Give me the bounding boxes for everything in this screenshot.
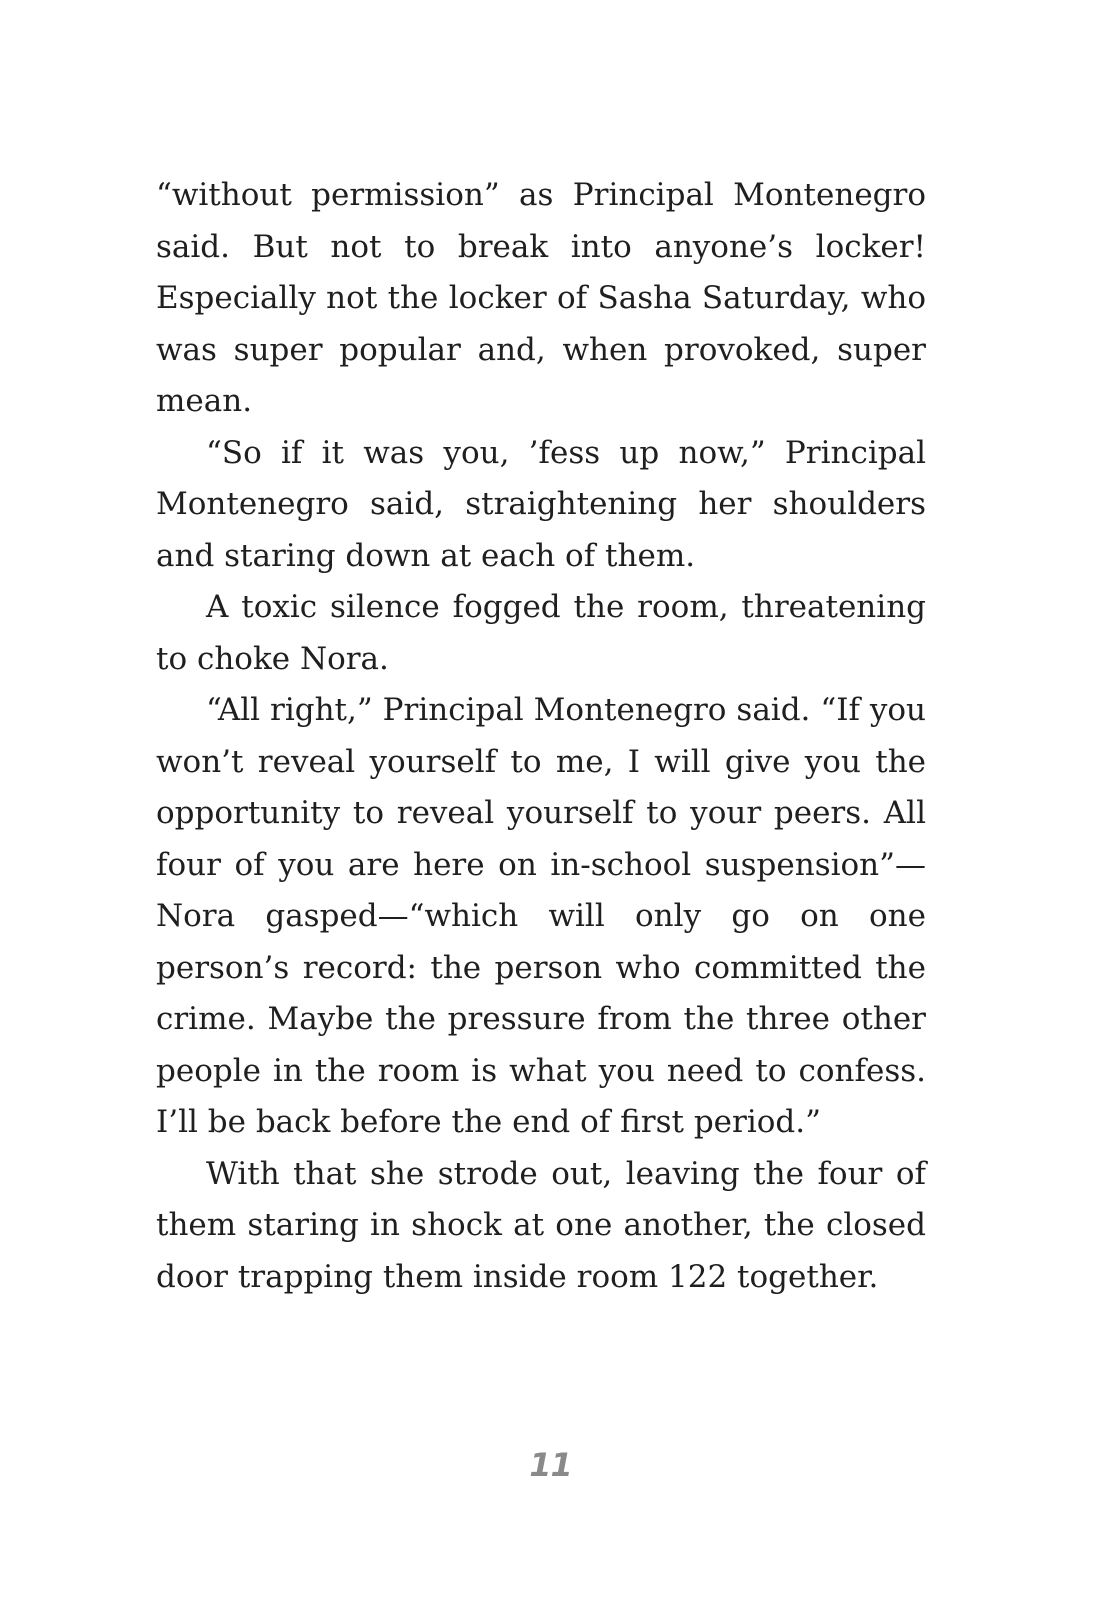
paragraph: With that she strode out, leaving the four of them staring in shock at one another, the closed door trapping them inside room 122 together. — [156, 1155, 926, 1295]
body-text — [156, 170, 926, 1303]
paragraph-continued: “without permission” as Principal Montenegro said. But not to break into anyone’s locker! Especially not the locker of Sasha Saturday, who was super popular and, when provoked, super mean. — [156, 177, 926, 419]
paragraph: A toxic silence fogged the room, threatening to choke Nora. — [156, 589, 926, 677]
page-number: 11 — [529, 1446, 572, 1484]
paragraph: “All right,” Principal Montenegro said. “If you won’t reveal yourself to me, I will give you the opportunity to reveal yourself to your peers. All four of you are here on in-school suspension”—Nora gasped—“which will only go on one person’s record: the person who committed the crime. Maybe the pressure from the three other people in the room is what you need to confess. I’ll be back before the end of first period.” — [156, 692, 926, 1140]
paragraph: “So if it was you, ’fess up now,” Principal Montenegro said, straightening her shoulders and staring down at each of them. — [156, 434, 926, 574]
